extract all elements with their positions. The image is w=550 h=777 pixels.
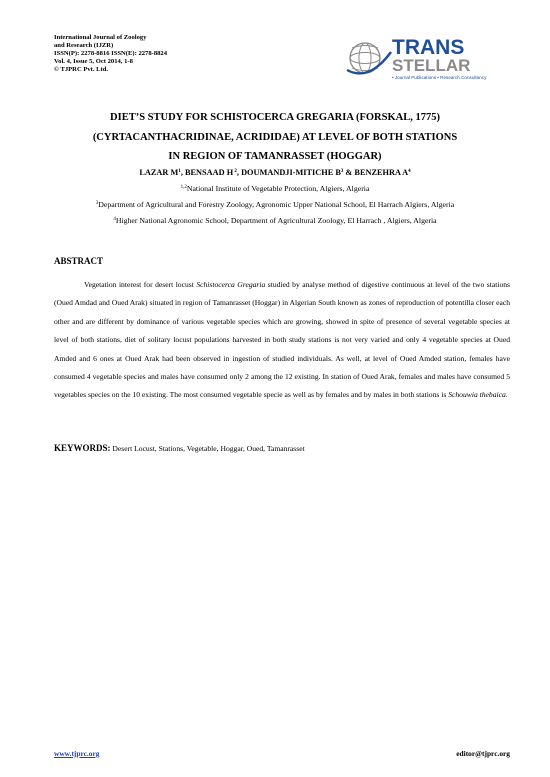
affiliation-sup: 3 <box>95 201 99 206</box>
author-name: BENSAAD H <box>184 168 234 177</box>
keywords-label: KEYWORDS: <box>54 443 111 453</box>
author-separator: , <box>180 168 185 177</box>
logo-tagline: • Journal Publications • Research Consultancy <box>392 75 487 80</box>
journal-line: and Research (IJZR) <box>54 42 114 50</box>
transstellar-logo <box>345 34 505 82</box>
affiliation-sup: 1,2 <box>180 185 187 190</box>
abstract-body <box>54 276 510 405</box>
author-name: DOUMANDJI-MITICHE B <box>241 168 341 177</box>
journal-line: Vol. 4, Issue 5, Oct 2014, 1-8 <box>54 58 133 66</box>
abstract-heading: ABSTRACT <box>54 256 104 266</box>
author-separator: , <box>236 168 242 177</box>
affiliation-text: National Institute of Vegetable Protection, Algiers, Algeria <box>186 184 370 193</box>
affiliation-text: Higher National Agronomic School, Department of Agricultural Zoology, El Harrach , Algiers, Algeria <box>115 216 437 225</box>
author-sup: 4 <box>408 169 411 174</box>
journal-info <box>54 34 167 74</box>
author-name: BENZEHRA A <box>354 168 409 177</box>
author-sup: 3 <box>340 169 344 174</box>
affiliation <box>30 184 520 193</box>
logo-word-trans: TRANS <box>392 36 465 59</box>
author-name: LAZAR M <box>139 168 179 177</box>
logo-word-stellar: STELLAR <box>392 56 471 75</box>
editor-email: editor@tjprc.org <box>456 749 510 758</box>
journal-line: International Journal of Zoology <box>54 34 147 41</box>
title-line: IN REGION OF TAMANRASSET (HOGGAR) <box>168 151 382 162</box>
author-sup: 2 <box>233 169 237 174</box>
keywords <box>54 443 305 453</box>
author-separator: & <box>343 168 355 177</box>
paper-title <box>40 108 510 167</box>
globe-icon <box>347 43 391 73</box>
title-line: (CYRTACANTHACRIDINAE, ACRIDIDAE) AT LEVEL OF BOTH STATIONS <box>92 131 458 143</box>
affiliation-sup: 4 <box>113 217 116 222</box>
keywords-text: Desert Locust, Stations, Vegetable, Hoggar, Oued, Tamanrasset <box>110 444 305 453</box>
journal-line: © TJPRC Pvt. Ltd. <box>54 66 109 74</box>
abstract-text: Vegetation interest for desert locust <box>84 280 197 289</box>
affiliation-text: Department of Agricultural and Forestry Zoology, Agronomic Upper National School, El Harrach Algiers, Algeria <box>98 200 455 209</box>
abstract-text: . <box>505 390 508 400</box>
title-line: DIET’S STUDY FOR SCHISTOCERCA GREGARIA (FORSKAL, 1775) <box>110 112 440 123</box>
species-name: Schouwia thebaica <box>448 390 506 400</box>
affiliation <box>30 200 520 209</box>
species-name: Schistocerca Gregaria <box>196 280 266 289</box>
abstract-text: studied by analyse method of digestive continuous at level of the two stations (Oued Amdad and Oued Arak) situated in region of Tamanrasset (Hoggar) in Algerian South known as zones of reproduction of potentilla closer each other and are different by dominance of various vegetable species which are growing, showed in spite of presence of several vegetable species at level of both stations, diet of solitary locust populations harvested in both study stations is not very varied and only 4 vegetable species at Oued Amded and 6 ones at Oued Arak had been observed in ingestion of studied individuals. As well, at level of Oued Amded station, females have consumed 4 vegetable species and males have consumed only 2 among the 12 existing. In station of Oued Arak, females and males have consumed 5 vegetables species on the 10 existing. The most consumed vegetable specie as well as by females and by males in both stations is <box>54 280 510 400</box>
author-sup: 1 <box>178 169 181 174</box>
website-link[interactable]: www.tjprc.org <box>54 749 100 758</box>
journal-line: ISSN(P): 2278-8816 ISSN(E): 2278-8824 <box>54 50 168 58</box>
author-list <box>40 168 510 177</box>
affiliation <box>30 216 520 225</box>
